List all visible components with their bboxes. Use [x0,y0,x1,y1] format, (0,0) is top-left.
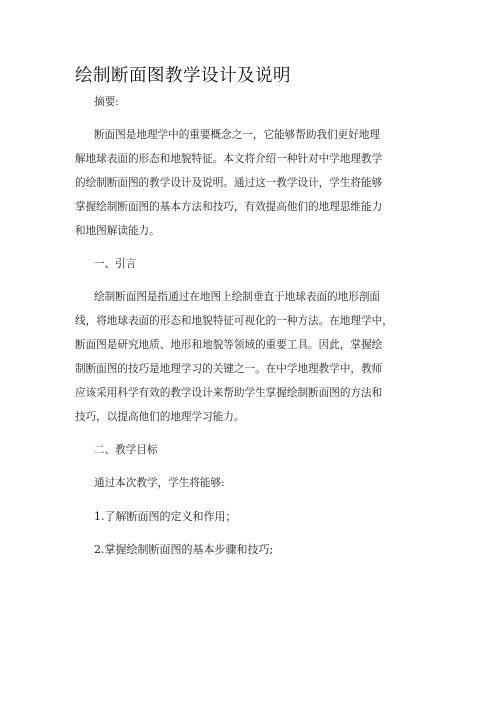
paragraph-line: 绘制断面图是指通过在地图上绘制垂直于地球表面的地形剖面 [94,291,381,303]
section-heading: 二、教学目标 [94,444,158,456]
paragraph-line: 通过本次教学，学生将能够: [94,477,225,489]
list-item: 2.掌握绘制断面图的基本步骤和技巧; [94,543,274,556]
list-item: 1.了解断面图的定义和作用； [94,510,237,523]
paragraph-line: 技巧，以提高他们的地理学习能力。 [75,411,245,423]
paragraph-line: 断面图是地理学中的重要概念之一，它能够帮助我们更好地理 [94,129,381,141]
document-title: 绘制断面图教学设计及说明 [75,66,291,86]
paragraph-line: 断面图是研究地质、地形和地貌等领域的重要工具。因此，掌握绘 [75,339,383,351]
paragraph-line: 应该采用科学有效的教学设计来帮助学生掌握绘制断面图的方法和 [75,387,383,399]
paragraph-line: 线，将地球表面的形态和地貌特征可视化的一种方法。在地理学中， [75,315,393,327]
abstract-label: 摘要: [94,96,119,108]
paragraph-line: 掌握绘制断面图的基本方法和技巧，有效提高他们的地理思维能力 [75,201,383,213]
paragraph-line: 的绘制断面图的教学设计及说明。通过这一教学设计，学生将能够 [75,177,383,189]
section-heading: 一、引言 [94,258,137,270]
paragraph-line: 和地图解读能力。 [75,225,160,237]
paragraph-line: 解地球表面的形态和地貌特征。本文将介绍一种针对中学地理教学 [75,153,383,165]
paragraph-line: 制断面图的技巧是地理学习的关键之一。在中学地理教学中，教师 [75,363,383,375]
